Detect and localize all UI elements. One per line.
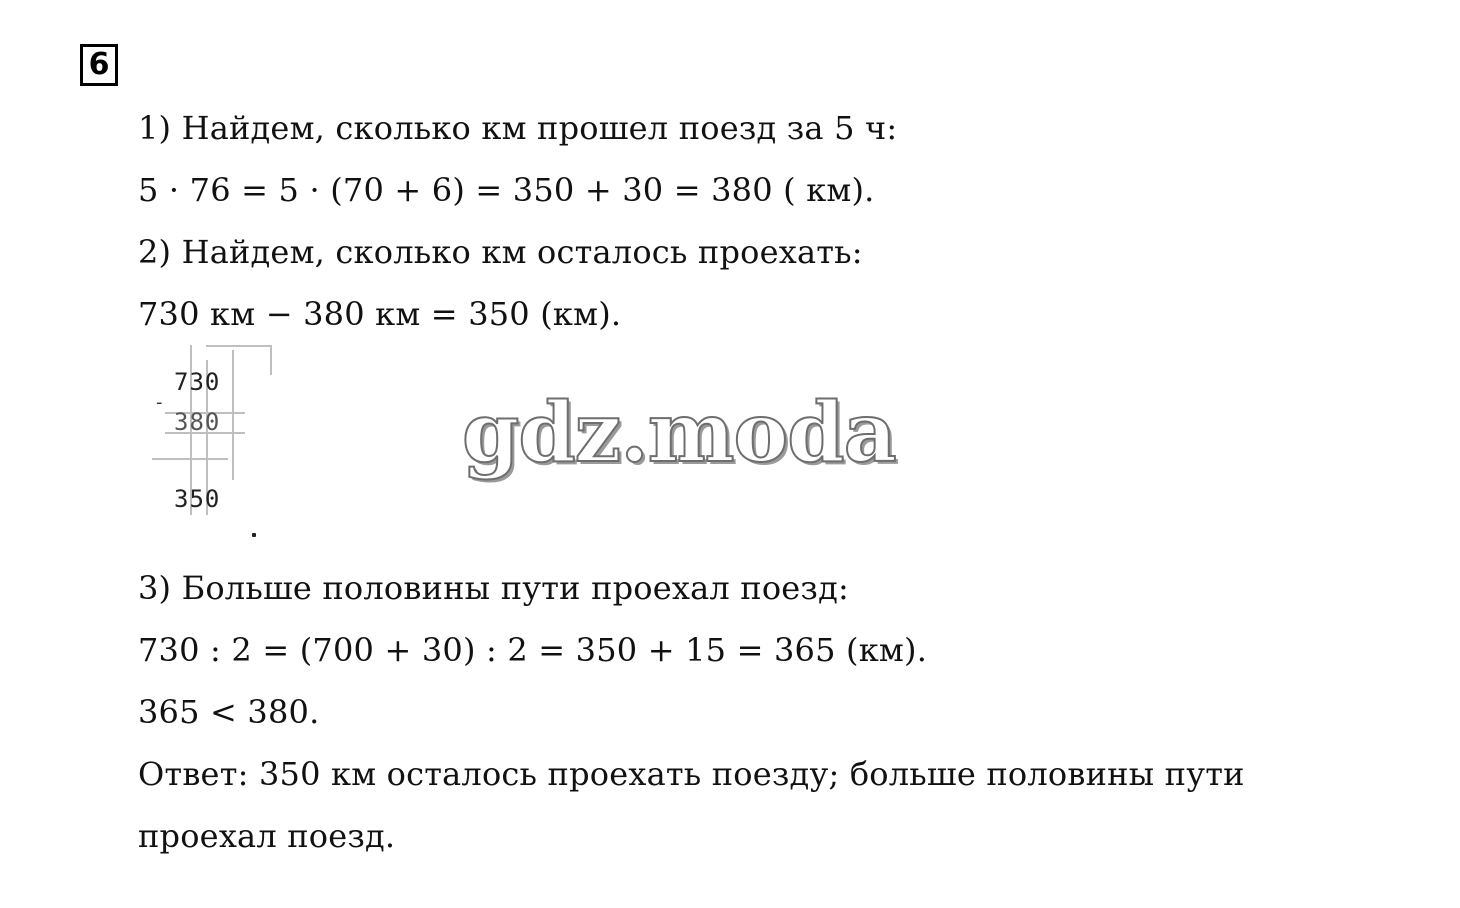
minus-sign: - <box>156 392 163 413</box>
step2-equation: 730 км − 380 км = 350 (км). <box>138 295 622 333</box>
subtrahend: 380 <box>174 408 221 436</box>
grid-line-v3 <box>232 350 234 480</box>
answer-line-1: Ответ: 350 км осталось проехать поезду; больше половины пути <box>138 755 1245 793</box>
step3-text: 3) Больше половины пути проехал поезд: <box>138 569 849 607</box>
step1-equation: 5 · 76 = 5 · (70 + 6) = 350 + 30 = 380 ( км). <box>138 171 875 209</box>
task-number-box: 6 <box>80 44 118 86</box>
comparison: 365 < 380. <box>138 693 320 731</box>
answer-line-2: проехал поезд. <box>138 817 396 855</box>
dot-mark <box>252 533 256 537</box>
step3-equation: 730 : 2 = (700 + 30) : 2 = 350 + 15 = 365 (км). <box>138 631 928 669</box>
grid-line-v4 <box>270 345 272 375</box>
step2-text: 2) Найдем, сколько км осталось проехать: <box>138 233 863 271</box>
step1-text: 1) Найдем, сколько км прошел поезд за 5 ч: <box>138 109 898 147</box>
minuend: 730 <box>174 368 221 396</box>
difference: 350 <box>174 485 221 513</box>
watermark-logo: gdz.moda <box>462 385 896 481</box>
grid-line-h-top <box>206 345 272 347</box>
subtraction-bar <box>152 458 228 460</box>
